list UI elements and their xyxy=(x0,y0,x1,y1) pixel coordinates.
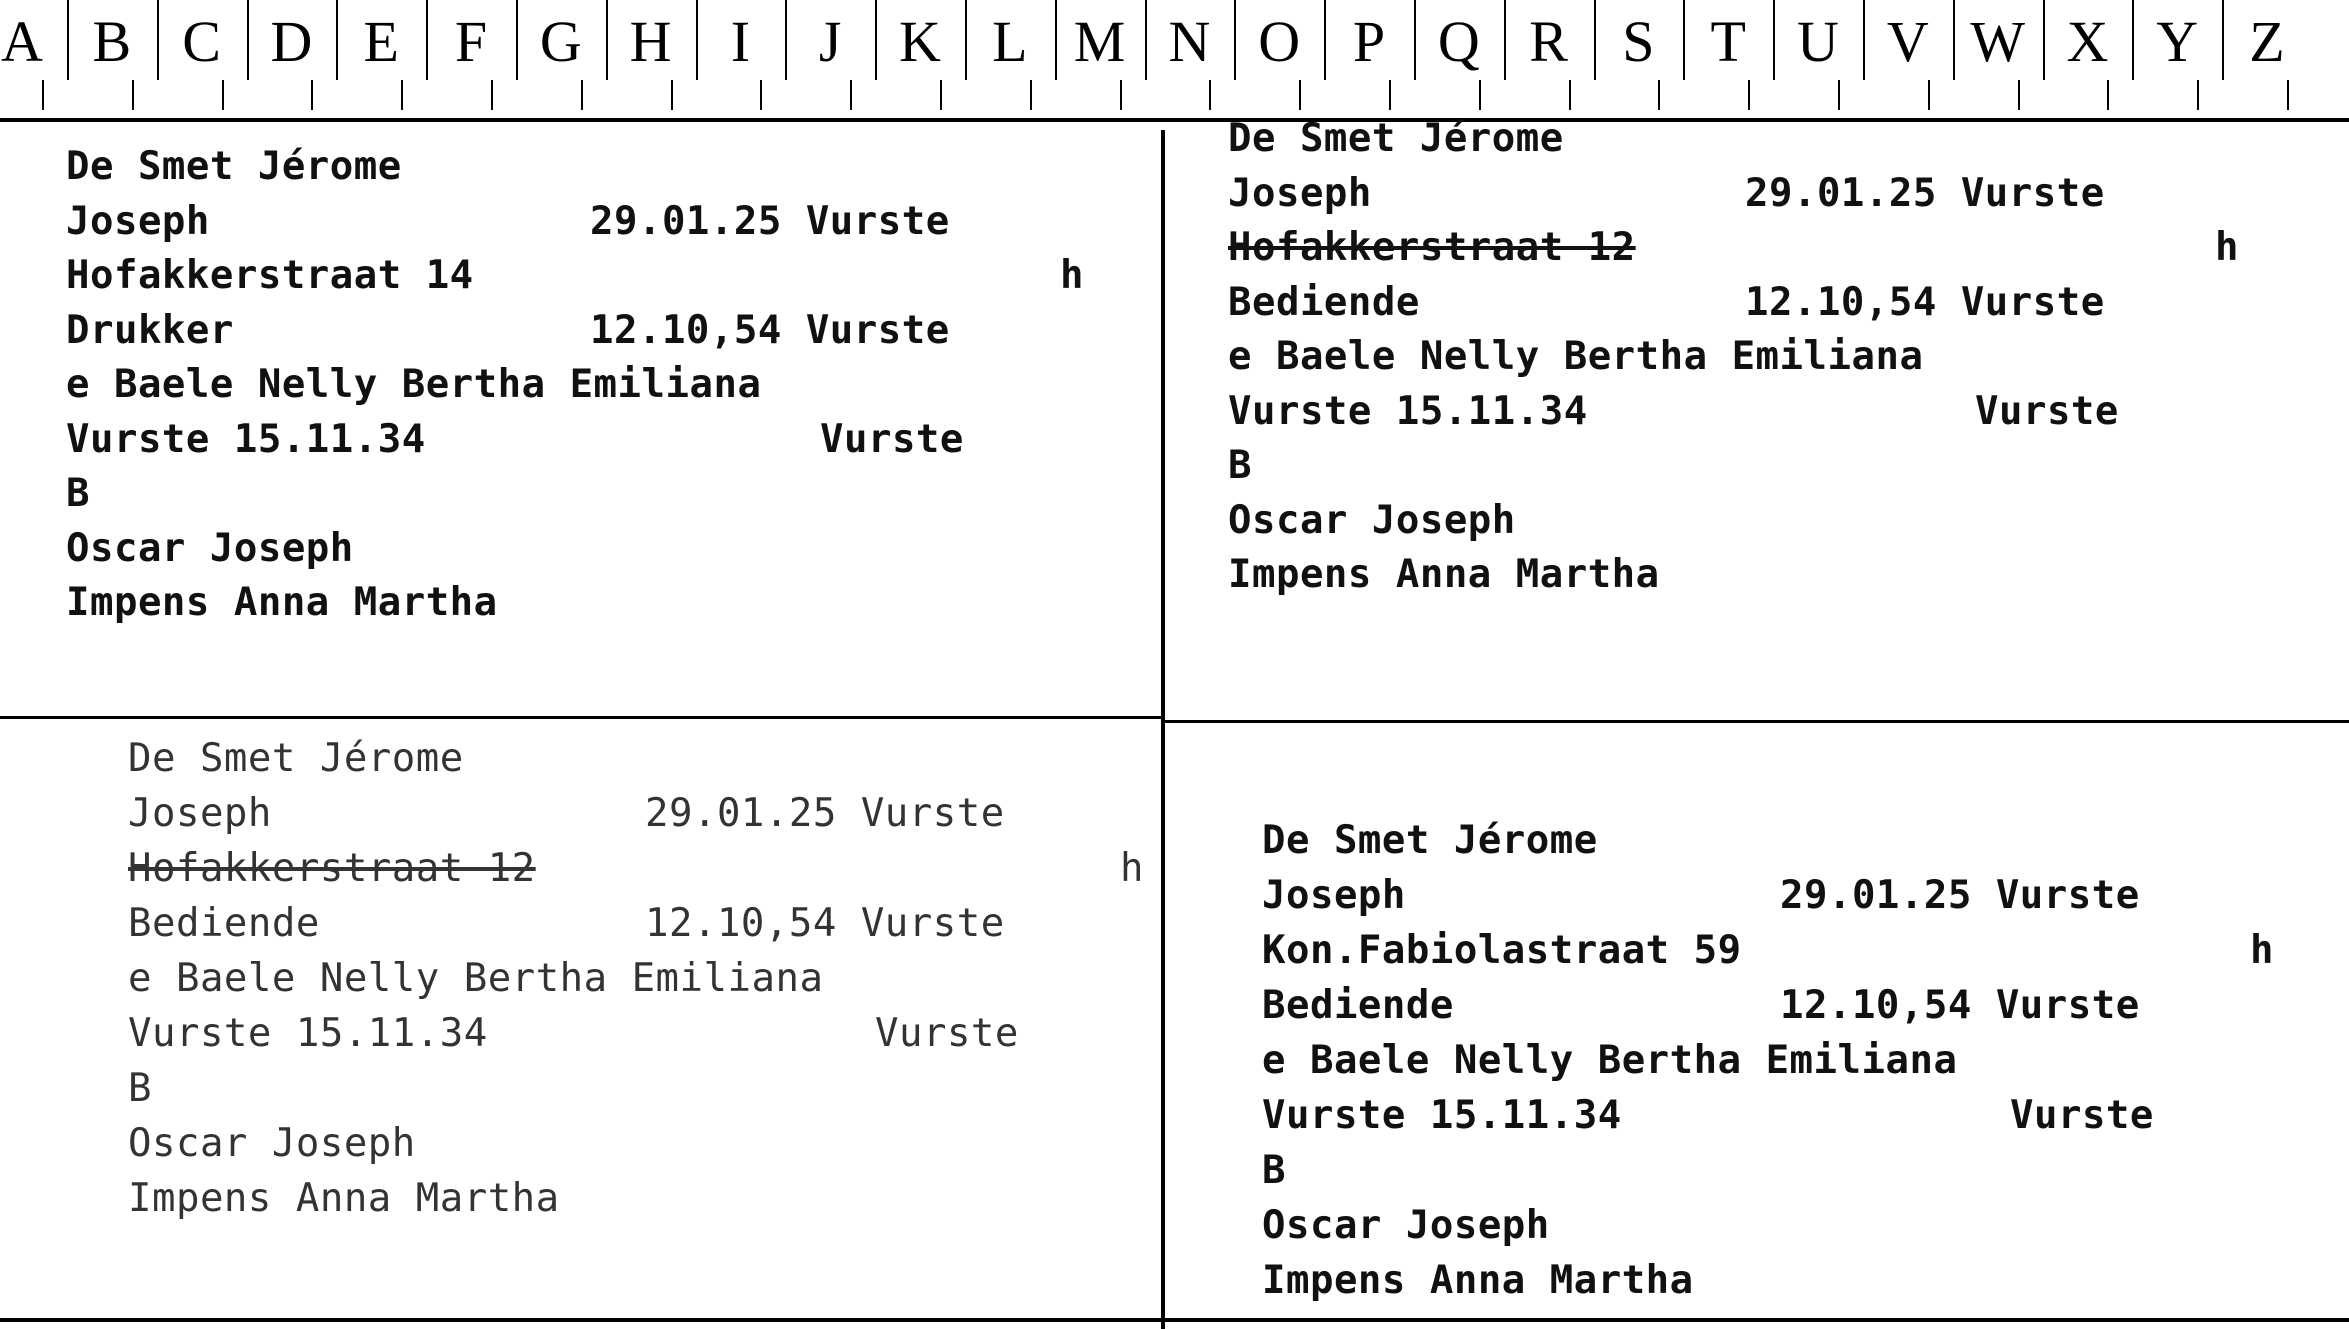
index-tick xyxy=(1209,80,1211,110)
index-letter-z: Z xyxy=(2249,9,2285,74)
index-tick xyxy=(1748,80,1750,110)
index-separator xyxy=(606,0,608,80)
index-tick xyxy=(581,80,583,110)
index-tick xyxy=(222,80,224,110)
card-occupation: Drukker xyxy=(66,307,234,353)
index-separator xyxy=(1773,0,1775,80)
index-separator xyxy=(696,0,698,80)
index-tick xyxy=(491,80,493,110)
index-letter-d: D xyxy=(270,9,313,74)
index-letter-m: M xyxy=(1073,9,1126,74)
index-letter-q: Q xyxy=(1437,9,1480,74)
card-code: B xyxy=(1262,1148,1286,1193)
card-spouse-place: Vurste xyxy=(1975,388,2119,434)
index-separator xyxy=(157,0,159,80)
index-separator xyxy=(2043,0,2045,80)
index-tick xyxy=(760,80,762,110)
card-gender: h xyxy=(1120,846,1144,891)
index-tick xyxy=(42,80,44,110)
card-occupation: Bediende xyxy=(1228,279,1420,325)
index-letter-c: C xyxy=(182,9,221,74)
index-letter-f: F xyxy=(454,9,488,74)
index-letter-g: G xyxy=(539,9,582,74)
card-birth-date: 29.01.25 Vurste xyxy=(1780,873,2140,918)
card-mother: Impens Anna Martha xyxy=(128,1176,560,1221)
card-address: Hofakkerstraat 14 xyxy=(66,253,474,298)
index-separator xyxy=(1055,0,1057,80)
index-letter-t: T xyxy=(1710,9,1746,74)
index-letter-r: R xyxy=(1529,9,1568,74)
card-spouse-place: Vurste xyxy=(875,1011,1019,1056)
index-separator xyxy=(1324,0,1326,80)
index-letter-v: V xyxy=(1886,9,1929,74)
index-separator xyxy=(426,0,428,80)
index-separator xyxy=(516,0,518,80)
index-tick xyxy=(2287,80,2289,110)
card-father: Oscar Joseph xyxy=(128,1121,416,1166)
card-spouse-birth: Vurste 15.11.34 xyxy=(128,1011,488,1056)
card-birth-date: 29.01.25 Vurste xyxy=(645,791,1005,836)
index-tick xyxy=(2197,80,2199,110)
card-second-name: Joseph xyxy=(66,198,210,244)
index-letter-p: P xyxy=(1352,9,1386,74)
card-second-name: Joseph xyxy=(1262,873,1406,918)
index-separator xyxy=(1504,0,1506,80)
index-letter-y: Y xyxy=(2156,9,2199,74)
index-separator xyxy=(785,0,787,80)
index-letter-e: E xyxy=(363,9,399,74)
card-address: Hofakkerstraat 12 xyxy=(128,846,536,891)
index-letter-w: W xyxy=(1970,9,2025,74)
index-tick xyxy=(2107,80,2109,110)
index-separator xyxy=(2222,0,2224,80)
card-spouse-birth: Vurste 15.11.34 xyxy=(1262,1093,1622,1138)
card-code: B xyxy=(66,471,90,516)
index-separator xyxy=(1145,0,1147,80)
card-spouse-place: Vurste xyxy=(2010,1093,2154,1138)
card-father: Oscar Joseph xyxy=(1262,1203,1550,1248)
index-letter-o: O xyxy=(1258,9,1301,74)
index-separator xyxy=(1683,0,1685,80)
card-spouse-place: Vurste xyxy=(820,416,964,462)
card-registered: 12.10,54 Vurste xyxy=(645,901,1005,946)
card-address: Kon.Fabiolastraat 59 xyxy=(1262,928,1742,973)
index-tick xyxy=(311,80,313,110)
card-occupation: Bediende xyxy=(128,901,320,946)
card-spouse: e Baele Nelly Bertha Emiliana xyxy=(66,362,762,407)
card-birth-date: 29.01.25 Vurste xyxy=(590,198,950,244)
card-mother: Impens Anna Martha xyxy=(66,580,498,625)
index-letter-h: H xyxy=(629,9,672,74)
index-tick xyxy=(1928,80,1930,110)
index-letter-n: N xyxy=(1168,9,1211,74)
index-letter-k: K xyxy=(899,9,941,74)
index-tick xyxy=(2018,80,2020,110)
card-occupation: Bediende xyxy=(1262,983,1454,1028)
card-spouse: e Baele Nelly Bertha Emiliana xyxy=(128,956,824,1001)
index-separator xyxy=(1953,0,1955,80)
index-letter-x: X xyxy=(2066,9,2109,74)
card-birth-date: 29.01.25 Vurste xyxy=(1745,170,2105,216)
index-letter-a: A xyxy=(1,9,43,74)
index-tick xyxy=(1479,80,1481,110)
index-letter-j: J xyxy=(818,9,842,74)
card-name: De Smet Jérome xyxy=(1262,818,1598,863)
card-father: Oscar Joseph xyxy=(66,525,354,571)
card-code: B xyxy=(1228,443,1252,488)
card-spouse-birth: Vurste 15.11.34 xyxy=(66,416,426,462)
horizontal-divider-right xyxy=(1163,720,2349,723)
card-registered: 12.10,54 Vurste xyxy=(1745,279,2105,325)
index-letter-s: S xyxy=(1622,9,1655,74)
card-mother: Impens Anna Martha xyxy=(1228,552,1660,597)
index-separator xyxy=(1863,0,1865,80)
card-name: De Smet Jérome xyxy=(128,736,464,781)
index-letter-u: U xyxy=(1797,9,1839,74)
index-tick xyxy=(671,80,673,110)
card-address: Hofakkerstraat 12 xyxy=(1228,225,1636,270)
index-separator xyxy=(965,0,967,80)
card-name: De Smet Jérome xyxy=(66,144,402,189)
index-tick xyxy=(1658,80,1660,110)
alphabet-index-strip xyxy=(0,0,2349,122)
card-spouse-birth: Vurste 15.11.34 xyxy=(1228,388,1588,434)
index-tick xyxy=(1838,80,1840,110)
card-registered: 12.10,54 Vurste xyxy=(1780,983,2140,1028)
index-tick xyxy=(1030,80,1032,110)
index-separator xyxy=(1234,0,1236,80)
bottom-rule xyxy=(0,1318,2349,1322)
card-name: De Smet Jérome xyxy=(1228,116,1564,161)
index-tick xyxy=(940,80,942,110)
index-letter-i: I xyxy=(730,9,751,74)
card-second-name: Joseph xyxy=(1228,170,1372,216)
index-separator xyxy=(247,0,249,80)
index-letter-b: B xyxy=(92,9,132,74)
index-separator xyxy=(336,0,338,80)
index-separator xyxy=(875,0,877,80)
vertical-divider xyxy=(1161,130,1165,1329)
horizontal-divider-left xyxy=(0,716,1163,719)
card-mother: Impens Anna Martha xyxy=(1262,1258,1694,1303)
card-code: B xyxy=(128,1066,152,1111)
index-separator xyxy=(1594,0,1596,80)
card-gender: h xyxy=(2215,225,2239,270)
card-spouse: e Baele Nelly Bertha Emiliana xyxy=(1228,334,1924,379)
index-tick xyxy=(132,80,134,110)
index-tick xyxy=(1299,80,1301,110)
card-second-name: Joseph xyxy=(128,791,272,836)
index-separator xyxy=(2132,0,2134,80)
card-gender: h xyxy=(2250,928,2274,973)
index-tick xyxy=(401,80,403,110)
card-spouse: e Baele Nelly Bertha Emiliana xyxy=(1262,1038,1958,1083)
index-tick xyxy=(1389,80,1391,110)
index-separator xyxy=(1414,0,1416,80)
index-separator xyxy=(67,0,69,80)
index-tick xyxy=(850,80,852,110)
index-tick xyxy=(1569,80,1571,110)
card-father: Oscar Joseph xyxy=(1228,497,1516,543)
index-letter-l: L xyxy=(992,9,1028,74)
index-tick xyxy=(1120,80,1122,110)
card-registered: 12.10,54 Vurste xyxy=(590,307,950,353)
card-gender: h xyxy=(1060,253,1084,298)
